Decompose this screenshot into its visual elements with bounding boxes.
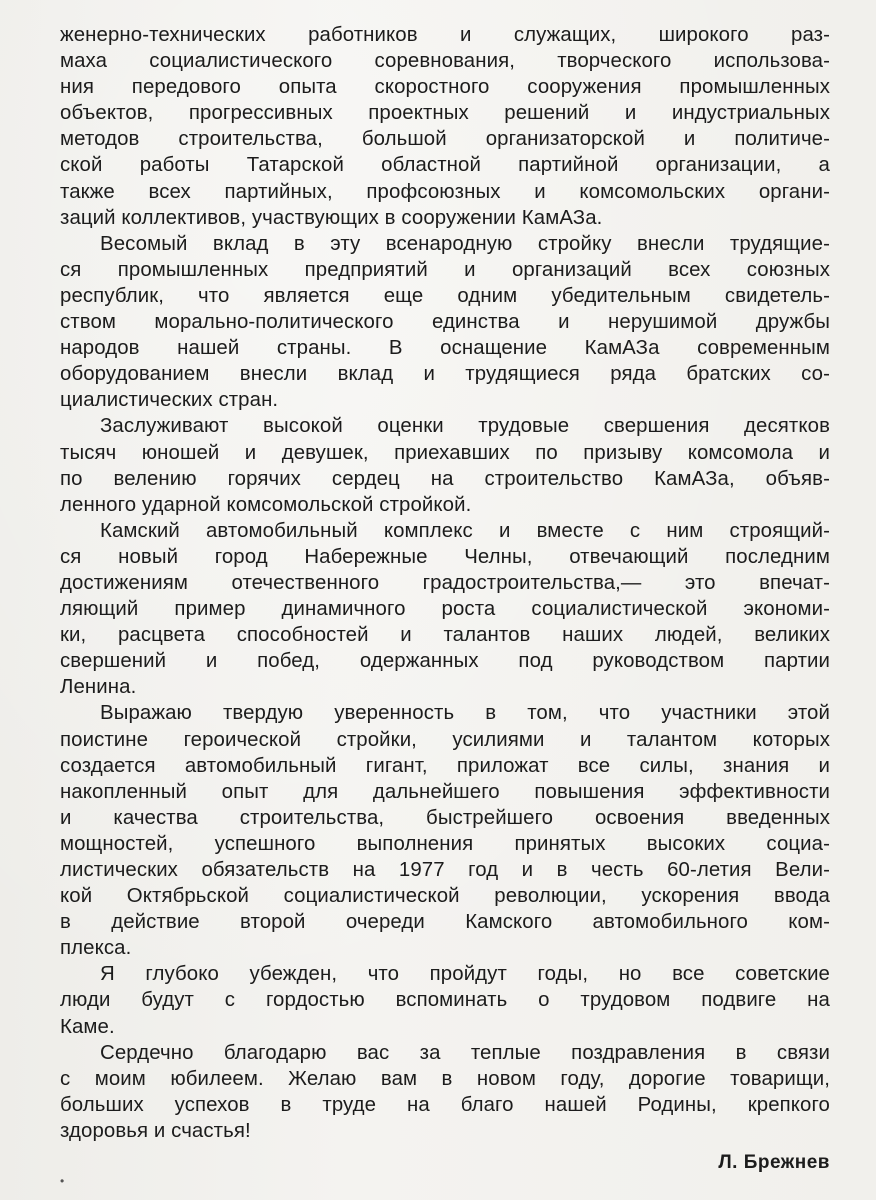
text-line: ся новый город Набережные Челны, отвечающий последним bbox=[60, 545, 830, 568]
text-line: оборудованием внесли вклад и трудящиеся ряда братских со- bbox=[60, 363, 830, 386]
text-line: листических обязательств на 1977 год и в честь 60-летия Вели- bbox=[60, 859, 830, 881]
text-line: циалистических стран. bbox=[60, 389, 279, 412]
text-line: также всех партийных, профсоюзных и комсомольских органи- bbox=[60, 180, 830, 203]
text-line: создается автомобильный гигант, приложат все силы, знания и bbox=[60, 754, 830, 777]
letter-body bbox=[60, 22, 830, 1144]
text-line: заций коллективов, участвующих в сооружении КамАЗа. bbox=[60, 206, 603, 229]
text-line: люди будут с гордостью вспоминать о трудовом подвиге на bbox=[60, 989, 830, 1012]
paragraph bbox=[60, 700, 830, 961]
text-line: Весомый вклад в эту всенародную стройку внесли трудящие- bbox=[100, 232, 830, 255]
text-line: с моим юбилеем. Желаю вам в новом году, дорогие товарищи, bbox=[60, 1067, 830, 1090]
paragraph bbox=[60, 22, 830, 231]
text-line: поистине героической стройки, усилиями и талантом которых bbox=[60, 728, 830, 751]
text-line: Сердечно благодарю вас за теплые поздравления в связи bbox=[100, 1041, 830, 1064]
text-line: кой Октябрьской социалистической революции, ускорения ввода bbox=[60, 885, 830, 908]
text-line: ки, расцвета способностей и талантов наших людей, великих bbox=[60, 624, 830, 647]
text-line: объектов, прогрессивных проектных решений и индустриальных bbox=[60, 102, 830, 125]
text-line: Каме. bbox=[60, 1015, 115, 1038]
text-line: здоровья и счастья! bbox=[60, 1119, 251, 1142]
text-line: по велению горячих сердец на строительство КамАЗа, объяв- bbox=[60, 467, 830, 490]
text-line: ством морально-политического единства и нерушимой дружбы bbox=[60, 311, 830, 334]
text-line: народов нашей страны. В оснащение КамАЗа современным bbox=[60, 337, 830, 360]
text-line: достижениям отечественного градостроительства,— это впечат- bbox=[60, 571, 830, 594]
text-line: больших успехов в труде на благо нашей Родины, крепкого bbox=[60, 1093, 830, 1116]
text-line: ляющий пример динамичного роста социалистической экономи- bbox=[60, 598, 830, 621]
text-line: Заслуживают высокой оценки трудовые свершения десятков bbox=[100, 415, 830, 438]
paragraph bbox=[60, 413, 830, 517]
text-line: республик, что является еще одним убедительным свидетель- bbox=[60, 284, 830, 307]
text-line: Выражаю твердую уверенность в том, что участники этой bbox=[100, 702, 830, 725]
text-line: тысяч юношей и девушек, приехавших по призыву комсомола и bbox=[60, 441, 830, 464]
text-line: мощностей, успешного выполнения принятых высоких социа- bbox=[60, 832, 830, 855]
text-line: накопленный опыт для дальнейшего повышения эффективности bbox=[60, 780, 830, 803]
text-line: женерно-технических работников и служащих, широкого раз- bbox=[60, 24, 830, 46]
text-line: плекса. bbox=[60, 937, 132, 960]
text-line: в действие второй очереди Камского автомобильного ком- bbox=[60, 911, 830, 934]
paragraph bbox=[60, 518, 830, 701]
text-line: ской работы Татарской областной партийной организации, а bbox=[60, 154, 830, 177]
text-line: ния передового опыта скоростного сооружения промышленных bbox=[60, 76, 830, 99]
paragraph bbox=[60, 1040, 830, 1144]
text-line: маха социалистического соревнования, творческого использова- bbox=[60, 50, 830, 73]
text-line: Я глубоко убежден, что пройдут годы, но все советские bbox=[100, 963, 830, 986]
text-line: Ленина. bbox=[60, 676, 137, 699]
text-line: Камский автомобильный комплекс и вместе с ним строящий- bbox=[100, 519, 830, 542]
signature: Л. Брежнев bbox=[718, 1152, 830, 1173]
paragraph bbox=[60, 231, 830, 414]
text-line: ся промышленных предприятий и организаций всех союзных bbox=[60, 258, 830, 281]
text-line: и качества строительства, быстрейшего освоения введенных bbox=[60, 806, 830, 829]
paragraph bbox=[60, 961, 830, 1039]
text-line: ленного ударной комсомольской стройкой. bbox=[60, 493, 472, 516]
page-corner-mark: • bbox=[60, 1174, 65, 1188]
text-line: методов строительства, большой организаторской и политиче- bbox=[60, 128, 830, 151]
text-line: свершений и побед, одержанных под руководством партии bbox=[60, 650, 830, 673]
